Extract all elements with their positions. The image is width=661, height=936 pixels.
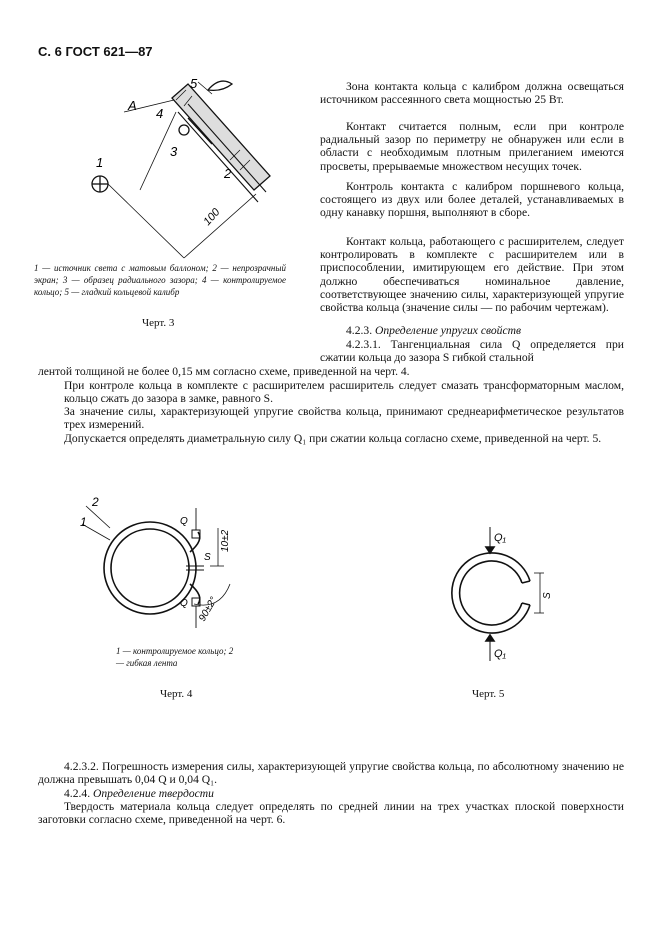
para-4-2-3-1-cont: лентой толщиной не более 0,15 мм согласно схеме, приведенной на черт. 4. <box>38 365 410 378</box>
figure-5-drawing <box>440 525 560 665</box>
right-col-p3: Контроль контакта с калибром поршневого кольца, состоящего из двух или более деталей, устанавливаемых в одну канавку поршня, выполняют в сборе. <box>320 180 624 220</box>
fig5-label-q1-top: Q₁ <box>494 532 507 544</box>
fig4-dim-10: 10±2 <box>220 529 231 552</box>
section-4-2-4-heading <box>64 787 624 800</box>
section-4-2-3-heading <box>346 324 626 337</box>
fig4-label-q-bottom: Q <box>180 598 188 609</box>
fig4-label-s: S <box>204 552 211 563</box>
fig4-dim-90: 90±2° <box>197 595 220 624</box>
figure-3-drawing <box>80 70 280 260</box>
page-header: С. 6 ГОСТ 621—87 <box>38 44 153 59</box>
fig3-label-2: 2 <box>224 166 232 181</box>
fig4-title: Черт. 4 <box>160 688 193 700</box>
full-p1: При контроле кольца в комплекте с расширителем расширитель следует смазать трансформаторным маслом, кольцо сжать до зазора в замке, равного S. <box>64 379 624 406</box>
fig5-title: Черт. 5 <box>472 688 505 700</box>
fig4-label-q-top: Q <box>180 516 188 527</box>
section-4-2-4-title: Определение твердости <box>92 787 214 800</box>
fig3-label-a: A <box>128 98 137 113</box>
section-4-2-3-number: 4.2.3. <box>346 324 375 337</box>
fig3-caption: 1 — источник света с матовым баллоном; 2 — непрозрачный экран; 3 — образец радиального зазора; 4 — контролируемое кольцо; 5 — гладкий кольцевой калибр <box>34 263 286 297</box>
fig4-label-1: 1 <box>80 515 87 529</box>
full-p2: За значение силы, характеризующей упругие свойства кольца, принимают среднеарифметическое результатов трех измерений. <box>64 405 624 432</box>
fig3-label-5: 5 <box>190 76 198 91</box>
right-col-p4: Контакт кольца, работающего с расширителем, следует контролировать в комплекте с расширителем или в приспособлении, имитирующем его действие. При этом должно обеспечиваться номинальное давление, соответствующее значению силы, характеризующей упругие свойства кольца (значение силы — по рабочим чертежам). <box>320 235 624 315</box>
figure-4-drawing <box>80 495 250 630</box>
fig3-label-4: 4 <box>156 106 164 121</box>
fig5-label-q1-bottom: Q₁ <box>494 648 507 660</box>
para-4-2-3-1: 4.2.3.1. Тангенциальная сила Q определяется при сжатии кольца до зазора S гибкой стальной <box>320 338 624 365</box>
fig3-label-3: 3 <box>170 144 178 159</box>
fig3-label-1: 1 <box>96 155 104 170</box>
right-col-p1: Зона контакта кольца с калибром должна освещаться источником рассеянного света мощностью 25 Вт. <box>320 80 624 107</box>
fig5-label-s: S <box>542 592 553 599</box>
para-4-2-3-2: 4.2.3.2. Погрешность измерения силы, характеризующей упругие свойства кольца, по абсолютному значению не должна превышать 0,04 Q и 0,04 Q₁. <box>38 760 624 787</box>
para-4-2-4: Твердость материала кольца следует определять по средней линии на трех участках плоской поверхности заготовки согласно схеме, приведенной на черт. 6. <box>38 800 624 827</box>
fig4-label-2: 2 <box>92 495 99 509</box>
right-col-p2: Контакт считается полным, если при контроле радиальный зазор по периметру не обнаружен или если в области с необходимым плотным прилеганием имеются просветы, прерываемые множеством несущих точек. <box>320 120 624 173</box>
section-4-2-4-number: 4.2.4. <box>64 787 93 800</box>
fig4-caption: 1 — контролируемое кольцо; 2 — гибкая лента <box>116 646 234 668</box>
fig3-title: Черт. 3 <box>142 317 175 329</box>
full-p3: Допускается определять диаметральную силу Q₁ при сжатии кольца согласно схеме, приведенной на черт. 5. <box>64 432 602 445</box>
fig3-dim-100: 100 <box>201 206 223 229</box>
section-4-2-3-title: Определение упругих свойств <box>374 324 522 337</box>
